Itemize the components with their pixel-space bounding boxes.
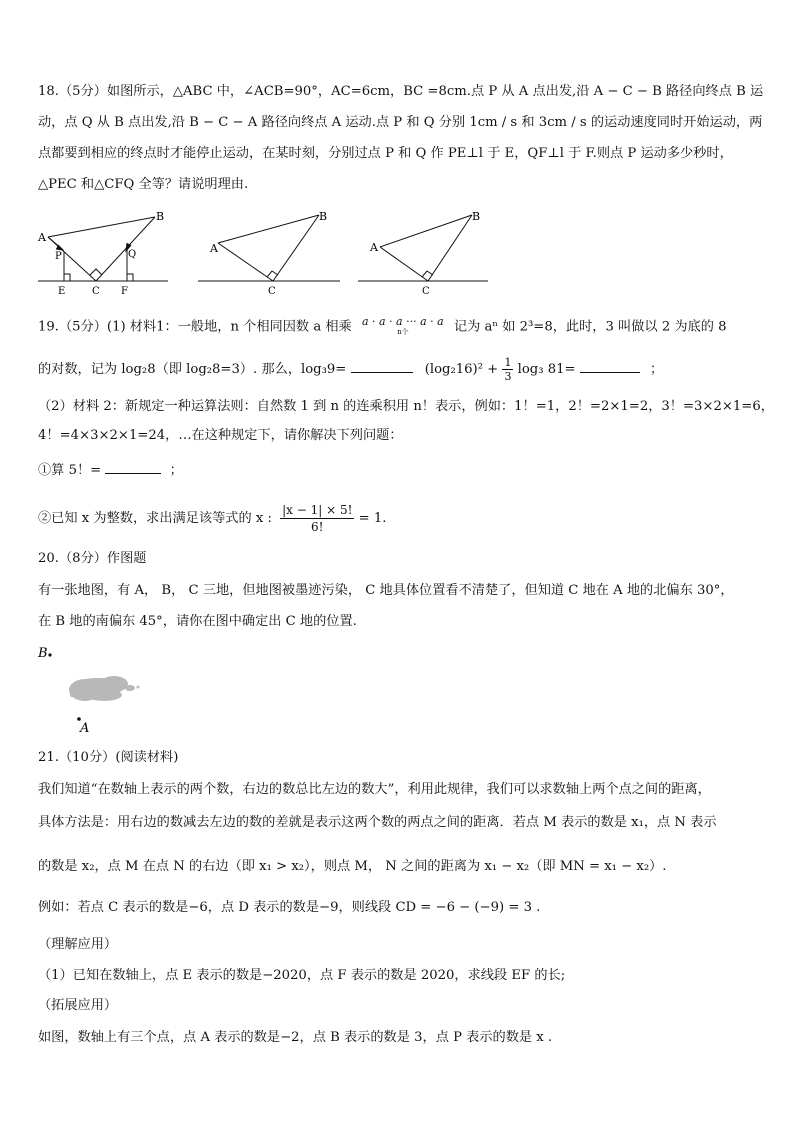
q18-line-3: 点都要到相应的终点时才能停止运动，在某时刻，分别过点 P 和 Q 作 PE⊥l 于 E，QF⊥l 于 F.则点 P 运动多少秒时， <box>38 146 733 161</box>
fig1-label-q: Q <box>128 249 137 260</box>
q19-line-2-start: 的对数，记为 log₂8（即 log₂8=3）. 那么，log₃9= <box>38 362 347 377</box>
q19-equation-fraction <box>280 502 354 535</box>
q21-line-1: 21.（10分）(阅读材料) <box>38 750 179 765</box>
q19-line-5-end: ； <box>169 463 183 478</box>
q21-line-9: 如图，数轴上有三个点，点 A 表示的数是−2，点 B 表示的数是 3，点 P 表示的数是 x . <box>38 1030 553 1045</box>
fig2-label-a: A <box>210 242 218 255</box>
q19-product-notation <box>362 316 444 338</box>
q20-point-a-label: A <box>80 721 90 736</box>
fig1-label-c: C <box>92 286 100 297</box>
q20-line-2: 有一张地图，有 A， B， C 三地，但地图被墨迹污染， C 地具体位置看不清楚了，但知道 C 地在 A 地的北偏东 30°， <box>38 583 734 598</box>
q19-blank-expression[interactable] <box>580 358 640 373</box>
fig1-label-f: F <box>121 286 128 297</box>
q20-line-3: 在 B 地的南偏东 45°，请你在图中确定出 C 地的位置. <box>38 614 357 629</box>
fig2-label-b: B <box>319 210 328 223</box>
q19-line-2-end: ； <box>649 362 664 377</box>
q19-line-5 <box>38 459 183 481</box>
q18-figure-2 <box>198 215 340 281</box>
q19-blank-log39[interactable] <box>351 358 413 373</box>
q19-line-1-end: 记为 aⁿ 如 2³=8，此时，3 叫做以 2 为底的 8 <box>453 319 727 335</box>
q20-point-b-label: B <box>38 646 48 661</box>
q19-line-6-end: = 1. <box>358 511 387 526</box>
q20-ink-stain <box>69 676 140 701</box>
q19-equation-den: 6! <box>311 520 324 534</box>
fig3-label-b: B <box>472 210 481 223</box>
q18-line-1: 18.（5分）如图所示，△ABC 中，∠ACB=90°，AC=6cm，BC =8cm.点 P 从 A 点出发,沿 A − C − B 路径向终点 B 运 <box>38 84 764 99</box>
q19-line-1-start: 19.（5分）(1) 材料1：一般地，n 个相同因数 a 相乘 <box>38 319 352 335</box>
q21-line-4: 的数是 x₂，点 M 在点 N 的右边（即 x₁ > x₂），则点 M， N 之间的距离为 x₁ − x₂（即 MN = x₁ − x₂）. <box>38 859 667 874</box>
q19-fraction-third <box>502 356 513 383</box>
q19-line-6 <box>38 502 386 535</box>
q19-line-2 <box>38 356 663 383</box>
fig1-label-p: P <box>55 251 62 262</box>
q20-line-1: 20.（8分）作图题 <box>38 551 147 566</box>
fig3-label-a: A <box>370 241 378 254</box>
q19-line-6-start: ②已知 x 为整数，求出满足该等式的 x : <box>38 511 272 526</box>
q20-point-b <box>48 653 51 656</box>
q19-line-5-start: ①算 5！= <box>38 463 102 478</box>
fig1-label-e: E <box>58 286 66 297</box>
q19-fraction-num: 1 <box>504 356 512 369</box>
q19-product-top: a · a · a ··· a · a <box>361 315 444 328</box>
q18-line-2: 动，点 Q 从 B 点出发,沿 B − C − A 路径向终点 A 运动.点 P 和 Q 分别 1cm / s 和 3cm / s 的运动速度同时开始运动，两 <box>38 115 763 130</box>
q19-expression-part2: log₃ 81= <box>517 362 576 377</box>
q21-line-7: （1）已知在数轴上，点 E 表示的数是−2020，点 F 表示的数是 2020，求线段 EF 的长; <box>38 968 566 983</box>
q21-line-6: （理解应用） <box>38 937 118 952</box>
fig1-label-a: A <box>38 231 46 244</box>
q21-line-2: 我们知道“在数轴上表示的两个数，右边的数总比左边的数大”，利用此规律，我们可以求数轴上两个点之间的距离， <box>38 782 711 797</box>
q19-line-3: （2）材料 2：新规定一种运算法则：自然数 1 到 n 的连乘积用 n！表示，例如：1！=1，2！=2×1=2，3！=3×2×1=6， <box>38 399 774 414</box>
q19-equation-num: |x − 1| × 5! <box>282 503 353 517</box>
fig1-label-b: B <box>156 210 165 223</box>
q19-fraction-den: 3 <box>504 370 512 383</box>
fig3-label-c: C <box>422 286 430 297</box>
q21-line-8: （拓展应用） <box>38 998 118 1013</box>
q21-line-5: 例如：若点 C 表示的数是−6，点 D 表示的数是−9，则线段 CD = −6 − (−9) = 3 . <box>38 900 541 915</box>
fig2-label-c: C <box>268 286 276 297</box>
q19-line-4: 4！=4×3×2×1=24，…在这种规定下，请你解决下列问题： <box>38 428 403 443</box>
q18-line-4: △PEC 和△CFQ 全等？请说明理由. <box>38 177 249 192</box>
q20-map-figure <box>30 640 170 740</box>
q18-figure-1 <box>38 217 168 281</box>
q19-product-bottom: n个 <box>397 328 409 336</box>
q19-line-1 <box>38 316 727 338</box>
q19-expression-part1: (log₂16)² + <box>424 362 503 377</box>
q18-figures <box>30 205 500 300</box>
q19-blank-5factorial[interactable] <box>105 459 161 474</box>
q21-line-3: 具体方法是：用右边的数减去左边的数的差就是表示这两个数的两点之间的距离．若点 M 表示的数是 x₁，点 N 表示 <box>38 815 717 830</box>
